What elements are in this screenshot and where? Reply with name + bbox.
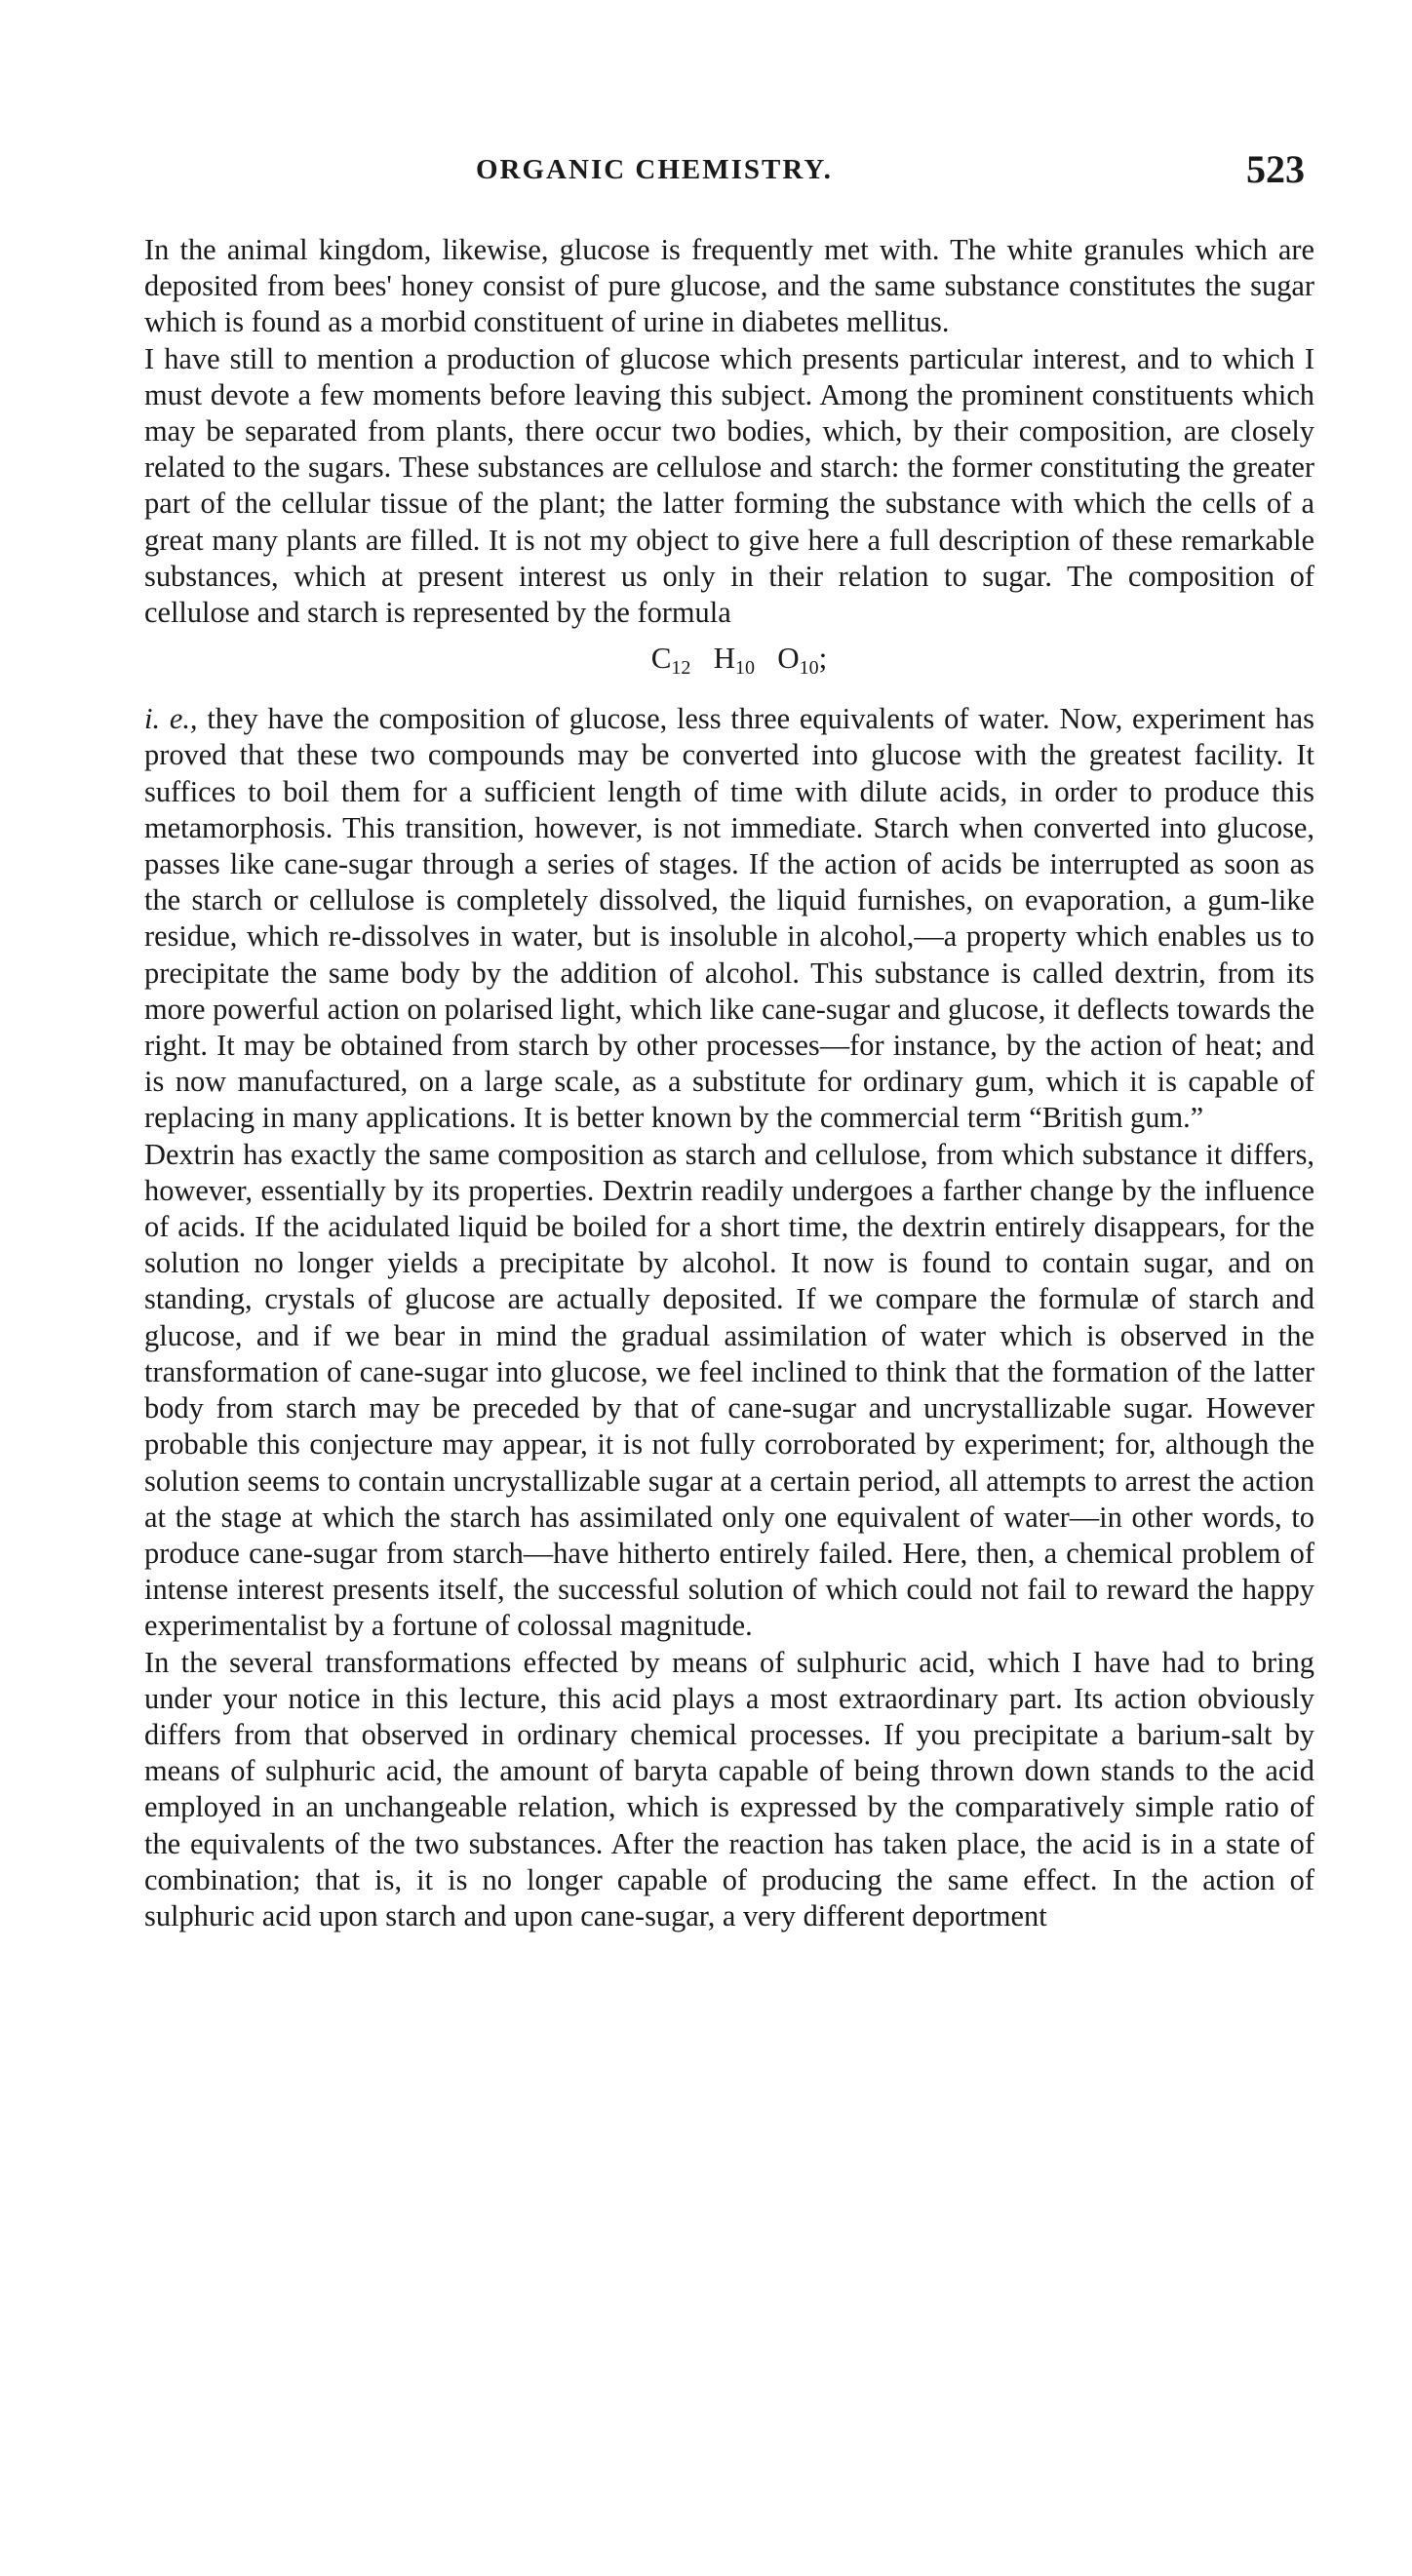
formula-oxygen: O [777, 641, 800, 676]
formula-oxygen-sub: 10 [799, 657, 819, 680]
formula-hydrogen: H [713, 641, 736, 676]
page-number: 523 [1246, 147, 1305, 191]
book-page [144, 146, 1314, 1934]
paragraph-3-lead: i. e., [144, 702, 198, 736]
formula [144, 635, 1314, 691]
formula-hydrogen-sub: 10 [735, 657, 756, 680]
paragraph-5: In the several transformations effected by means of sulphuric acid, which I have had to bring under your notice in this lecture, this acid plays a most extraordinary part. Its action obviously differs from that observed in ordinary chemical processes. If you precipitate a barium-salt by means of sulphuric acid, the amount of baryta capable of being thrown down stands to the acid employed in an unchangeable relation, which is expressed by the comparatively simple ratio of the equivalents of the two substances. After the reaction has taken place, the acid is in a state of combination; that is, it is no longer capable of producing the same effect. In the action of sulphuric acid upon starch and upon cane-sugar, a very different deportment [144, 1645, 1314, 1932]
paragraph-3 [144, 701, 1314, 1136]
formula-end: ; [818, 641, 828, 676]
running-head [144, 146, 1314, 205]
paragraph-3-text: they have the composition of glucose, less three equivalents of water. Now, experiment has proved that these two compounds may be converted into glucose with the greatest facility. It suffices to boil them for a sufficient length of time with dilute acids, in order to produce this metamorphosis. This transition, however, is not immediate. Starch when converted into glucose, passes like cane-sugar through a series of stages. If the action of acids be interrupted as soon as the starch or cellulose is completely dissolved, the liquid furnishes, on evaporation, a gum-like residue, which re-dissolves in water, but is insoluble in alcohol,—a property which enables us to precipitate the same body by the addition of alcohol. This substance is called dextrin, from its more powerful action on polarised light, which like cane-sugar and glucose, it deflects towards the right. It may be obtained from starch by other processes—for instance, by the action of heat; and is now manufactured, on a large scale, as a substitute for ordinary gum, which it is capable of replacing in many applications. It is better known by the commercial term “British gum.” [144, 702, 1314, 1135]
formula-carbon-sub: 12 [671, 657, 691, 680]
formula-carbon: C [650, 641, 672, 676]
paragraph-1: In the animal kingdom, likewise, glucose is frequently met with. The white granules which are deposited from bees' honey consist of pure glucose, and the same substance constitutes the sugar which is found as a morbid constituent of urine in diabetes mellitus. [144, 233, 1314, 339]
body-text [144, 232, 1314, 1934]
paragraph-4: Dextrin has exactly the same composition as starch and cellulose, from which substance it differs, however, essentially by its properties. Dextrin readily undergoes a farther change by the influence of acids. If the acidulated liquid be boiled for a short time, the dextrin entirely disappears, for the solution no longer yields a precipitate by alcohol. It now is found to contain sugar, and on standing, crystals of glucose are actually deposited. If we compare the formulæ of starch and glucose, and if we bear in mind the gradual assimilation of water which is observed in the transformation of cane-sugar into glucose, we feel inclined to think that the formation of the latter body from starch may be preceded by that of cane-sugar and uncrystallizable sugar. However probable this conjecture may appear, it is not fully corroborated by experiment; for, although the solution seems to contain uncrystallizable sugar at a certain period, all attempts to arrest the action at the stage at which the starch has assimilated only one equivalent of water—in other words, to produce cane-sugar from starch—have hitherto entirely failed. Here, then, a chemical problem of intense interest presents itself, the successful solution of which could not fail to reward the happy experimentalist by a fortune of colossal magnitude. [144, 1137, 1314, 1643]
paragraph-2: I have still to mention a production of glucose which presents particular interest, and to which I must devote a few moments before leaving this subject. Among the prominent constituents which may be separated from plants, there occur two bodies, which, by their composition, are closely related to the sugars. These substances are cellulose and starch: the former constituting the greater part of the cellular tissue of the plant; the latter forming the substance with which the cells of a great many plants are filled. It is not my object to give here a full description of these remarkable substances, which at present interest us only in their relation to sugar. The composition of cellulose and starch is represented by the formula [144, 341, 1314, 630]
running-title: ORGANIC CHEMISTRY. [476, 154, 833, 185]
